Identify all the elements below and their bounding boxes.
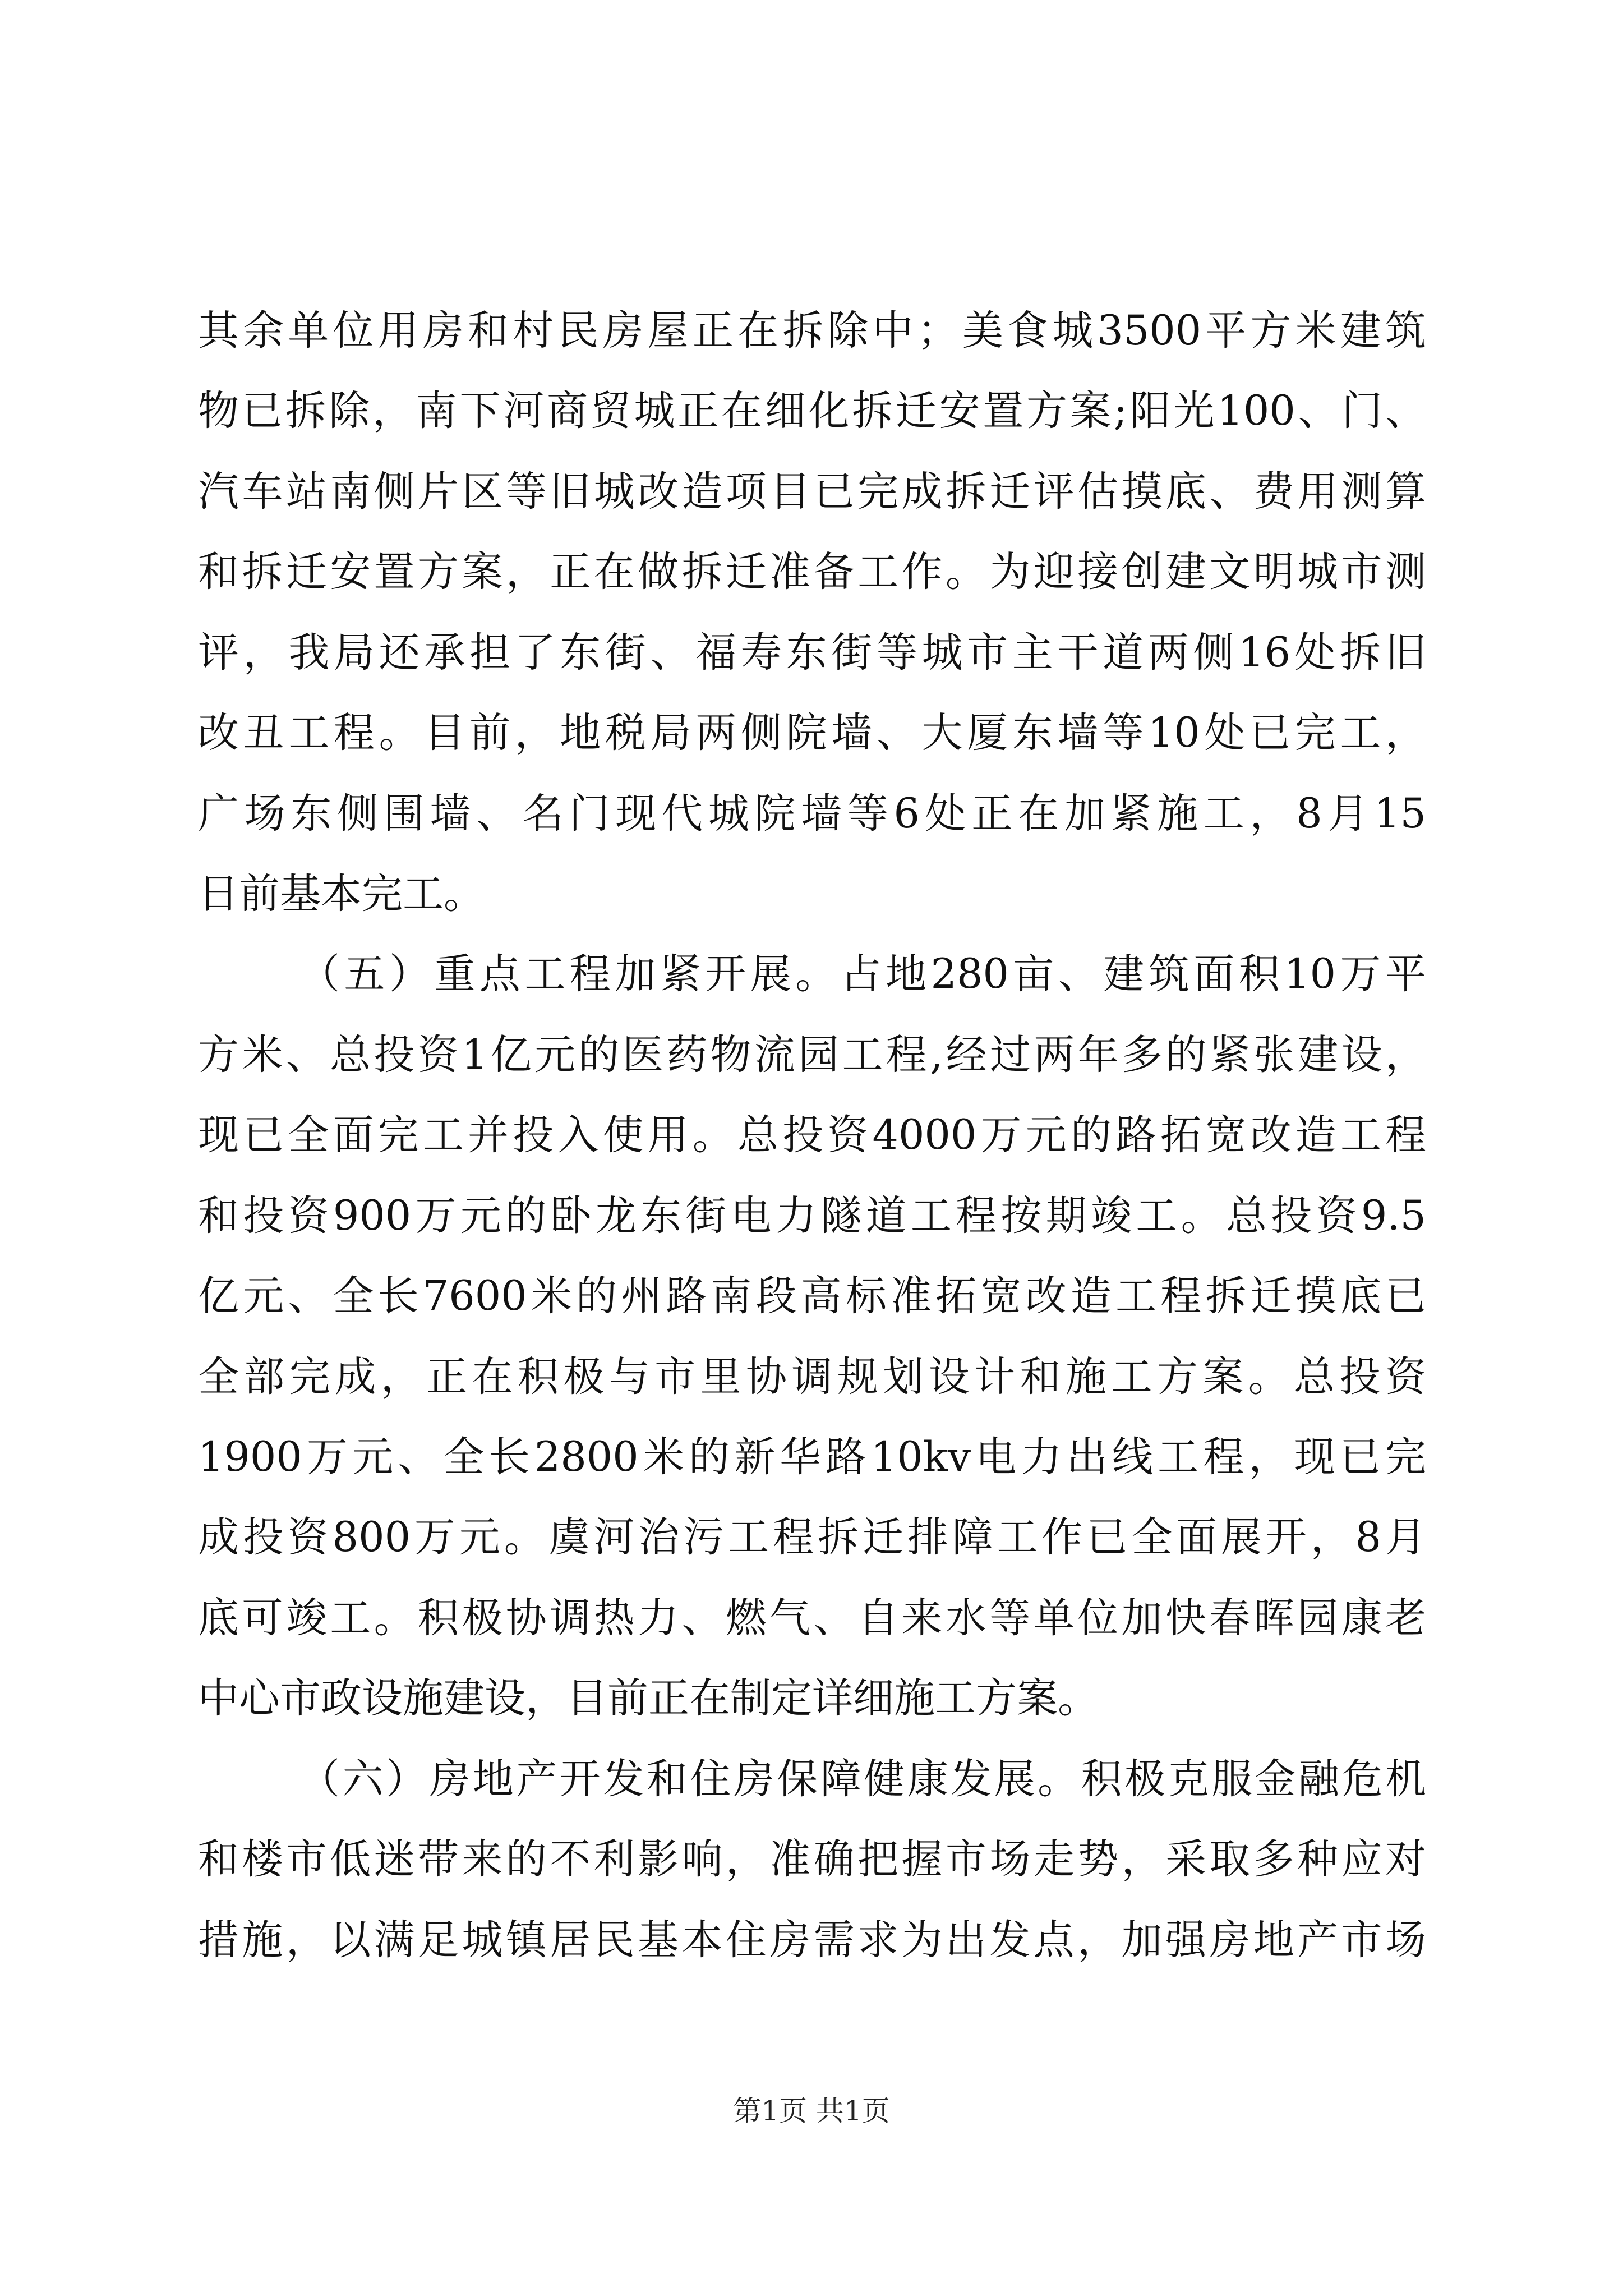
text-line: 和投资900万元的卧龙东街电力隧道工程按期竣工。总投资9.5 [198, 1192, 1426, 1240]
text-line: 亿元、全长7600米的州路南段高标准拓宽改造工程拆迁摸底已 [198, 1272, 1426, 1320]
text-line: 日前基本完工。 [198, 870, 485, 918]
text-line: 其余单位用房和村民房屋正在拆除中；美食城3500平方米建筑 [198, 307, 1426, 355]
paragraph-first-line: （五）重点工程加紧开展。占地280亩、建筑面积10万平 [299, 950, 1426, 998]
text-line: 物已拆除，南下河商贸城正在细化拆迁安置方案;阳光100、门、 [198, 387, 1426, 435]
text-line: 措施，以满足城镇居民基本住房需求为出发点，加强房地产市场 [198, 1916, 1426, 1964]
text-line: 1900万元、全长2800米的新华路10kv电力出线工程，现已完 [198, 1433, 1426, 1481]
text-line: 全部完成，正在积极与市里协调规划设计和施工方案。总投资 [198, 1353, 1426, 1401]
text-line: 和楼市低迷带来的不利影响，准确把握市场走势，采取多种应对 [198, 1835, 1426, 1883]
page-footer: 第1页 共1页 [733, 2095, 890, 2127]
text-line: 现已全面完工并投入使用。总投资4000万元的路拓宽改造工程 [198, 1111, 1426, 1159]
text-line: 成投资800万元。虞河治污工程拆迁排障工作已全面展开，8月 [198, 1513, 1426, 1561]
paragraph-first-line: （六）房地产开发和住房保障健康发展。积极克服金融危机 [299, 1755, 1426, 1803]
text-line: 和拆迁安置方案，正在做拆迁准备工作。为迎接创建文明城市测 [198, 548, 1426, 596]
text-line: 改丑工程。目前，地税局两侧院墙、大厦东墙等10处已完工， [198, 709, 1426, 757]
text-line: 广场东侧围墙、名门现代城院墙等6处正在加紧施工，8月15 [198, 790, 1426, 838]
text-line: 方米、总投资1亿元的医药物流园工程,经过两年多的紧张建设， [198, 1031, 1426, 1079]
text-line: 评，我局还承担了东街、福寿东街等城市主干道两侧16处拆旧 [198, 629, 1426, 677]
text-line: 汽车站南侧片区等旧城改造项目已完成拆迁评估摸底、费用测算 [198, 468, 1426, 516]
text-line: 中心市政设施建设，目前正在制定详细施工方案。 [198, 1674, 1099, 1722]
text-line: 底可竣工。积极协调热力、燃气、自来水等单位加快春晖园康老 [198, 1594, 1426, 1642]
